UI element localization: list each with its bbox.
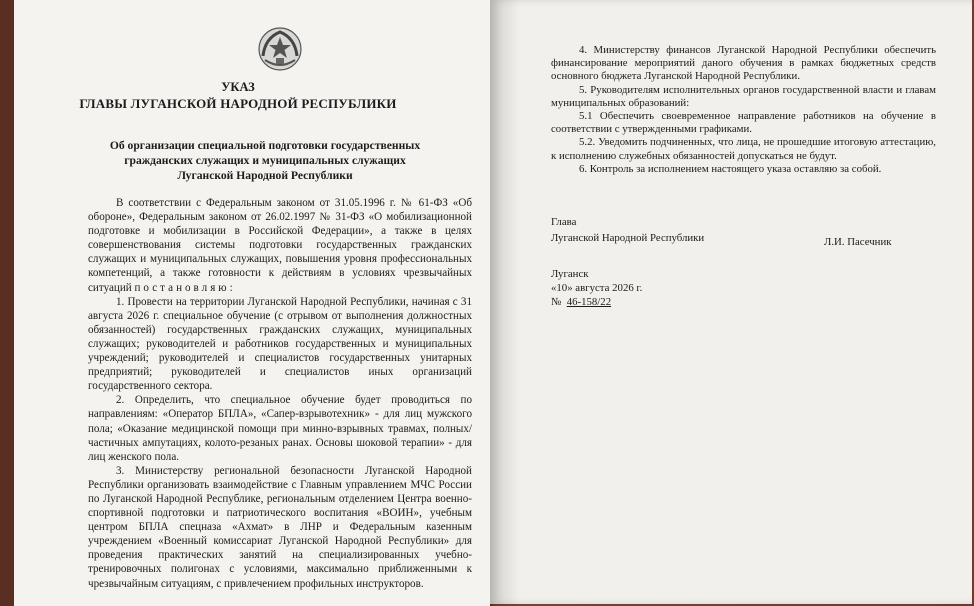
item-5-2: 5.2. Уведомить подчиненных, что лица, не прошедшие итоговую аттестацию, к исполнению служебных обязанностей допускаться не будут. [551,136,936,162]
preamble-text: В соответствии с Федеральным законом от 31.05.1996 г. № 61-ФЗ «Об обороне», Федеральным законом от 26.02.1997 № 31-ФЗ «О мобилизационной подготовке и мобилизации в Российской Федерации», а также в целях совершенствования системы подготовки государственных гражданских служащих и муниципальных служащих, повышения уровня профессиональных компетенций, а также готовности к действиям в условиях чрезвычайных ситуаций [88,197,472,294]
decree-number [551,296,611,309]
number-value: 46-158/22 [566,296,612,308]
decree-issuer: ГЛАВЫ ЛУГАНСКОЙ НАРОДНОЙ РЕСПУБЛИКИ [79,96,397,111]
signatory-name: Л.И. Пасечник [824,236,892,248]
item-1: 1. Провести на территории Луганской Народной Республики, начиная с 31 августа 2026 г. специальное обучение (с отрывом от выполнения должностных обязанностей) государственных гражданских служащих, муниципальных служащих; руководителей и работников государственных и муниципальных учреждений; руководителей и специалистов государственных унитарных предприятий; руководителей и специалистов иных организаций государственного сектора. [88,295,472,393]
decree-title: УКАЗ [221,80,255,94]
item-5: 5. Руководителям исполнительных органов государственной власти и главам муниципальных образований: [551,83,936,109]
item-2: 2. Определить, что специальное обучение будет проводиться по направлениям: «Оператор БПЛА», «Сапер-взрывотехник» - для лиц мужского пола; «Оказание медицинской помощи при минно-взрывных травмах, полных/частичных ампутациях, колото-резаных ранах. Основы шоковой терапии» - для лиц женского пола. [88,394,472,463]
number-prefix: № [551,296,562,308]
preamble-paragraph [88,196,472,295]
issue-date: «10» августа 2026 г. [551,282,643,294]
item-5-1: 5.1 Обеспечить своевременное направление работников на обучение в соответствии с утвержденными графиками. [551,110,936,136]
signature-title-line1: Глава [551,216,577,228]
decree-body-right [551,44,936,176]
coat-of-arms-icon [257,26,303,72]
item-6: 6. Контроль за исполнением настоящего указа оставляю за собой. [579,162,882,175]
item-4: 4. Министерству финансов Луганской Народной Республики обеспечить финансирование мероприятий даного обучения в рамках бюджетных средств основного бюджета Луганской Народной Республики. [551,44,936,83]
decree-subject: Об организации специальной подготовки государственных гражданских служащих и муниципальных служащих Луганской Народной Республики [109,139,421,182]
issue-place: Луганск [551,268,589,280]
item-3: 3. Министерству региональной безопасности Луганской Народной Республики организовать взаимодействие с Главным управлением МЧС России по Луганской Народной Республике, региональным отделением Центра военно-спортивной подготовки и патриотического воспитания «ВОИН», учебным центром БПЛА спецназа «Ахмат» в ЛНР и Федеральным казенным учреждением «Военный комиссариат Луганской Народной Республики» для проведения практических занятий на специализированных учебно-тренировочных полигонах с условиями, максимально приближенными к чрезвычайным ситуациям, с привлечением профильных инструкторов. [88,464,472,590]
decree-body-left [88,196,472,591]
decree-word: постановляю: [134,281,236,294]
signature-title-line2: Луганской Народной Республики [551,232,705,244]
